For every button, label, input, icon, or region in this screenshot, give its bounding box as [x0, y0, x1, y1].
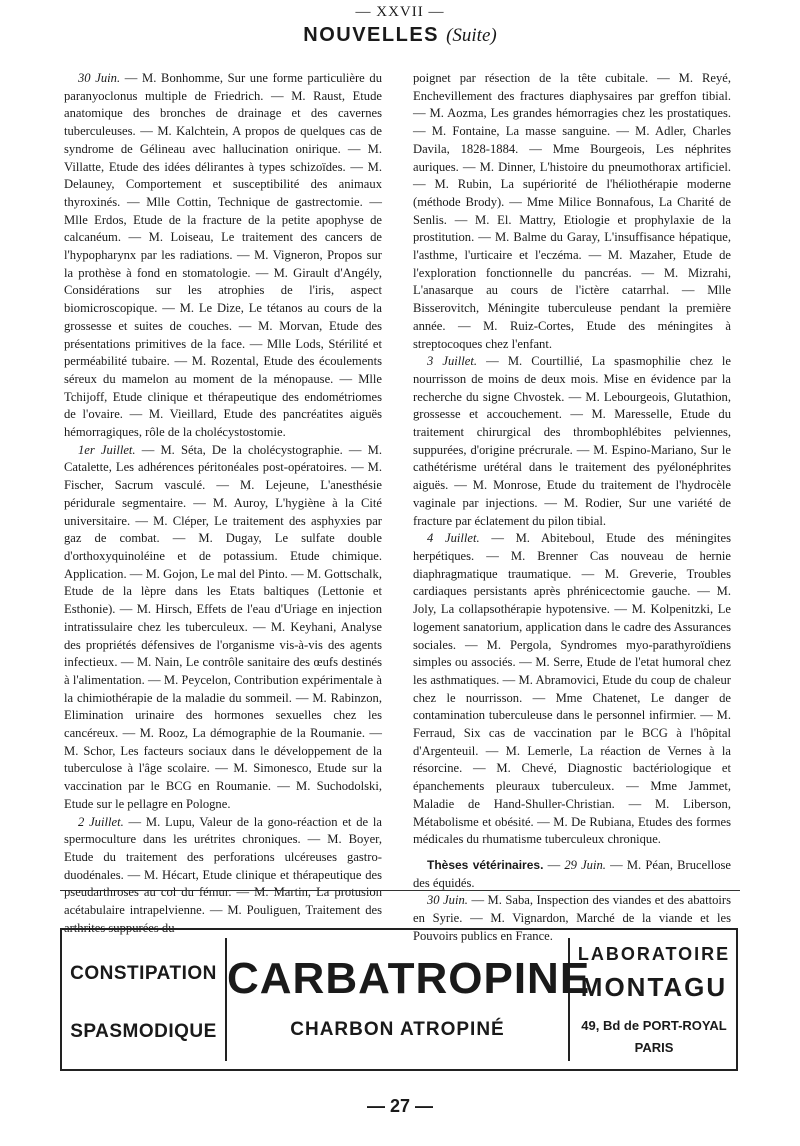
entry-date: 2 Juillet.	[78, 814, 124, 829]
ad-laboratory	[570, 930, 738, 1069]
entry-text: — M. Abiteboul, Etude des méningites herpétiques. — M. Brenner Cas nouveau de hernie diaphragmatique traumatique. — M. Greverie, Troubles cardiaques persistants après phrénicectomie gauche. — M. Joly, La collapsothérapie hypotensive. — M. Kolpenitzki, Le logement sanatorium, application dans le cadre des Assurances sociales. — M. Pergola, Syndromes myo-parathyroïdiens simples ou associés. — M. Serre, Etude de l'etat humoral chez les asthmatiques. — M. Abramovici, Etude du coup de chaleur chez le nourrisson. — Mme Chatenet, Le danger de contamination tuberculeuse dans le personnel infirmier. — M. Ferraud, Six cas de vaccination par le BCG à l'hôpital d'Argenteuil. — M. Lemerle, La réaction de Vernes à la résorcine. — M. Chevé, Diagnostic bactériologique et épanchements pleuraux tuberculeux. — Mme Jammet, Maladie de Hand-Shuller-Christian. — M. Liberson, Métabolisme et obésité. — M. De Rubiana, Etudes des formes médicales du rhumatisme tuberculeux chronique.	[413, 531, 731, 847]
entry-date: 30 Juin.	[427, 893, 468, 908]
entry-2-juillet	[64, 814, 382, 938]
theses-heading: Thèses vétérinaires.	[427, 857, 544, 872]
section-title	[0, 22, 800, 49]
entry-date: 1er Juillet.	[78, 442, 136, 457]
ad-indication	[62, 930, 225, 1069]
entry-4-juillet	[413, 530, 731, 849]
entry-30-juin	[64, 70, 382, 442]
entry-date: 30 Juin.	[78, 71, 121, 85]
ad-brand-name: CARBATROPINE	[227, 954, 591, 1003]
page-number: — 27 —	[366, 1096, 434, 1116]
ad-lab-name: MONTAGU	[580, 972, 728, 1002]
section-title-text: NOUVELLES	[303, 24, 440, 46]
ad-lab-city: PARIS	[634, 1040, 674, 1055]
entry-text: — M. Bonhomme, Sur une forme particulière du paranyoclonus multiple de Friedrich. — M. Raust, Etude anatomique des bronches de drainage et des cavernes tuberculeuses. — M. Kalchtein, A propos de quelques cas de syndrome de Gélineau avec hallucination onirique. — M. Villatte, Etude des idées délirantes à types schizoïdes. — M. Delauney, Comportement et susceptibilité des animaux thyroxinés. — Mlle Cottin, Technique de gastrectomie. — Mlle Erdos, Etude de la fracture de la petite apophyse de calcanéum. — M. Loiseau, Le traitement des cancers de l'hypopharynx par les radiations. — M. Vigneron, Propos sur la prothèse à fond en stomatologie. — M. Girault d'Angély, Considérations sur les atrophies de l'iris, aspect biomicroscopique. — M. Le Dize, Le tétanos au cours de la grossesse et suites de couches. — M. Morvan, Etude des présentations primitives de la face. — Mlle Lods, Stérilité et perméabilité tubaire. — M. Rozental, Etude des écoulements séreux du mamelon au moment de la ménopause. — Mlle Tchijoff, Etude clinique et thérapeutique des endométriomes de l'ovaire. — M. Vieillard, Etude des pancréatites aiguës hémorragiques, rôle de la cholécystostomie.	[64, 71, 382, 440]
entry-text: — M. Lupu, Valeur de la gono-réaction et de la spermoculture dans les urétrites chroniques. — M. Boyer, Etude du traitement des perforations ulcéreuses gastro-duodénales. — M. Hécart, Etude clinique et thérapeutique des pseudarthroses au col du fémur. — M. Martin, La protusion acétabulaire intrapelvienne. — M. Pouliguen, Traitement des arthrites suppurées du	[64, 814, 382, 935]
ad-indication-line1: CONSTIPATION	[70, 963, 217, 984]
ad-brand-block	[227, 930, 591, 1069]
right-column	[413, 70, 731, 945]
entry-date: 29 Juin.	[564, 857, 606, 872]
roman-page-number: — XXVII —	[355, 4, 445, 20]
left-column	[64, 70, 382, 937]
ad-lab-address: 49, Bd de PORT-ROYAL	[581, 1018, 727, 1033]
page-header	[0, 2, 800, 49]
section-title-suffix: (Suite)	[446, 25, 497, 46]
entry-text: — M. Saba, Inspection des viandes et des abattoirs en Syrie. — M. Vignardon, Marché de la viande et les Pouvoirs publics en France.	[413, 893, 731, 943]
ad-brand-subtitle: CHARBON ATROPINÉ	[290, 1019, 505, 1040]
entry-1er-juillet	[64, 442, 382, 814]
entry-text: — M. Péan, Brucellose des équidés.	[413, 857, 732, 890]
entry-text: — M. Courtillié, La spasmophilie chez le nourrisson de moins de deux mois. Mise en évidence par la recherche du signe Chvostek. — M. Lebourgeois, Glutathion, grossesse et accouchement. — M. Maresselle, Etude du traitement chirurgical des thrombophlébites pelviennes, suppurées, d'origine précrurale. — M. Espino-Mariano, Sur le cathétérisme urétéral dans le traitement des pyélonéphrites aiguës. — M. Monrose, Etude du traitement de l'hydrocèle vaginale par injections. — M. Rodier, Sur une variété de fracture par éclatement du pilon tibial.	[413, 354, 731, 528]
entry-3-juillet	[413, 353, 731, 530]
entry-date: 4 Juillet.	[427, 531, 480, 546]
entry-continued	[413, 70, 731, 353]
ad-indication-line2: SPASMODIQUE	[70, 1021, 217, 1042]
theses-veterinaires: Thèses vétérinaires. — 29 Juin. — M. Péan, Brucellose des équidés.	[413, 857, 732, 890]
entry-text: poignet par résection de la tête cubitale. — M. Reyé, Enchevillement des fractures diaphysaires par greffon tibial. — M. Aozma, Les grandes hémorragies chez les prostatiques. — M. Fontaine, La masse sanguine. — M. Adler, Charles Davila, 1828-1884. — Mme Bourgeois, Les néphrites auriques. — M. Dinner, L'histoire du pneumothorax artificiel. — M. Rubin, La supériorité de l'héliothérapie moderne (méthode Brody). — Mme Milice Bonnafous, La Charité de Senlis. — M. El. Mattry, Etiologie et prophylaxie de la prostitution. — M. Balme du Garay, L'insuffisance hépatique, l'asthme, l'urticaire et l'eczéma. — M. Mazaher, Etude de l'exploration fonctionnelle du pancréas. — M. Mizrahi, L'anasarque au cours de l'ictère catarrhal. — Mlle Bisserovitch, Méningite tuberculeuse pendant la première année. — M. Ruiz-Cortes, Etude des méningites à streptocoques chez l'enfant.	[413, 71, 731, 351]
divider-line	[60, 890, 740, 891]
entry-date: 3 Juillet.	[427, 354, 478, 369]
entry-text: — M. Séta, De la cholécystographie. — M. Catalette, Les adhérences péritonéales post-opératoires. — M. Fischer, Sacrum vasculé. — M. Lejeune, L'anesthésie péridurale segmentaire. — M. Auroy, L'hygiène à la Cité universitaire. — M. Cléper, Le traitement des asphyxies par gaz de combat. — M. Dugay, Le sulfate double d'orthoxyquinoléine et de potassium. Etude chimique. Application. — M. Gojon, Le mal del Pinto. — M. Gottschalk, Etude de la lèpre dans les Etats baltiques (Lettonie et Esthonie). — M. Hirsch, Effets de l'eau d'Uriage en injection intratissulaire chez les tuberculeux. — M. Keyhani, Analyse des propriétés défensives de l'organisme vis-à-vis des agents infectieux. — M. Nain, Le contrôle sanitaire des œufs destinés à l'alimentation. — M. Peycelon, Contribution expérimentale à la chimiothérapie de la maladie du sommeil. — M. Rabinzon, Elimination urinaire des hormones sexuelles chez les cancéreux. — M. Rooz, La démographie de la Roumanie. — M. Schor, Les facteurs sociaux dans le développement de la tuberculose à l'âge scolaire. — M. Simonesco, Etude sur la vaccination par le BCG en Roumanie. — M. Suchodolski, Etude sur le pellagre en Pologne.	[64, 442, 382, 811]
ad-lab-label: LABORATOIRE	[577, 944, 731, 964]
carbatropine-advertisement	[60, 928, 738, 1071]
